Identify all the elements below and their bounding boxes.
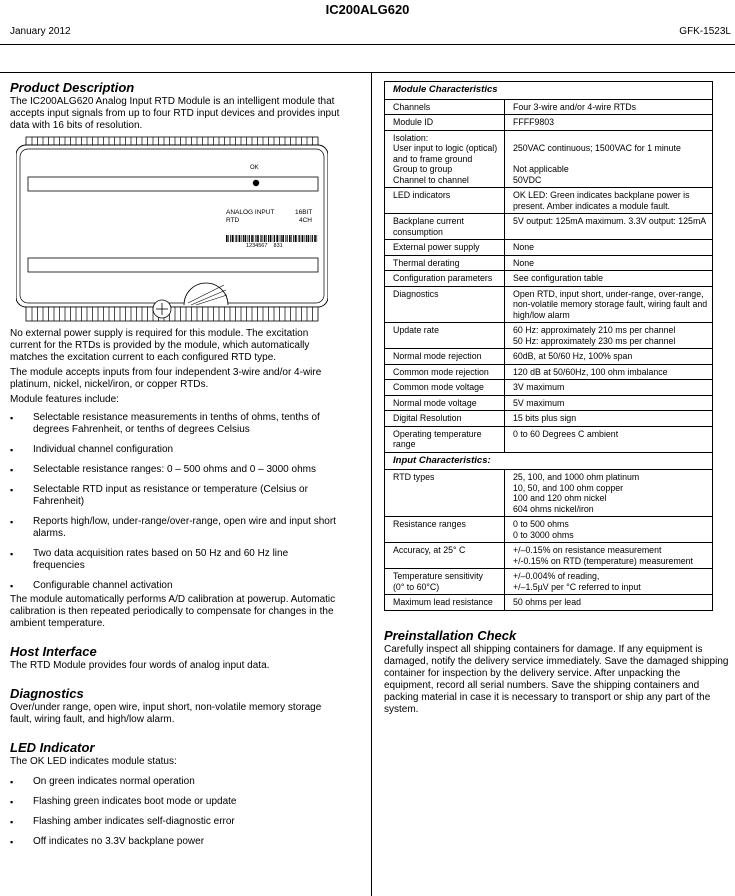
list-item: ▪ Flashing amber indicates self-diagnostic error [10, 816, 340, 828]
table-cell-value: OK LED: Green indicates backplane power is present. Amber indicates a module fault. [505, 188, 713, 214]
column-divider [371, 72, 372, 896]
table-cell-key: Temperature sensitivity (0° to 60°C) [385, 569, 505, 595]
table-cell-value: 0 to 60 Degrees C ambient [505, 426, 713, 452]
led-indicator-heading: LED Indicator [10, 740, 95, 755]
table-row [385, 595, 713, 611]
table-row [385, 82, 713, 100]
table-cell-key: Digital Resolution [385, 411, 505, 427]
left-column [10, 80, 340, 856]
table-row [385, 470, 713, 517]
table-cell-key: LED indicators [385, 188, 505, 214]
table-row [385, 188, 713, 214]
table-cell-key: Resistance ranges [385, 517, 505, 543]
table-row [385, 323, 713, 349]
table-cell-value: None [505, 240, 713, 256]
document-number: GFK-1523L [679, 26, 731, 37]
calibration-text: The module automatically performs A/D calibration at powerup. Automatic calibration is then repeated periodically to compensate for changes in the ambient temperature. [10, 594, 336, 629]
module-label-line2-left: RTD [226, 217, 240, 224]
characteristics-table [384, 81, 713, 611]
diagnostics-text: Over/under range, open wire, input short, non-volatile memory storage fault, wiring fault, and high/low alarm. [10, 702, 322, 725]
table-cell-key: Update rate [385, 323, 505, 349]
table-cell-key: Channels [385, 99, 505, 115]
product-description-heading: Product Description [10, 80, 135, 95]
table-cell-value: 5V output: 125mA maximum. 3.3V output: 125mA [505, 214, 713, 240]
table-cell-key: Module ID [385, 115, 505, 131]
table-row [385, 364, 713, 380]
table-row [385, 452, 713, 470]
table-cell-key: Operating temperature range [385, 426, 505, 452]
table-cell-value: 15 bits plus sign [505, 411, 713, 427]
table-cell-value: Four 3-wire and/or 4-wire RTDs [505, 99, 713, 115]
table-row [385, 426, 713, 452]
list-item: ▪ Selectable RTD input as resistance or temperature (Celsius or Fahrenheit) [10, 484, 340, 508]
table-cell-key: Common mode rejection [385, 364, 505, 380]
table-cell-key: Normal mode rejection [385, 349, 505, 365]
table-cell-value: 0 to 500 ohms 0 to 3000 ohms [505, 517, 713, 543]
table-cell-key: Diagnostics [385, 286, 505, 323]
preinstallation-heading: Preinstallation Check [384, 627, 517, 643]
list-item: ▪ Selectable resistance ranges: 0 – 500 ohms and 0 – 3000 ohms [10, 464, 340, 476]
table-row [385, 380, 713, 396]
right-column [384, 81, 729, 716]
table-cell-key: Accuracy, at 25° C [385, 543, 505, 569]
features-intro: Module features include: [10, 394, 119, 405]
table-row [385, 349, 713, 365]
table-cell-key: Common mode voltage [385, 380, 505, 396]
features-list [10, 412, 340, 592]
list-item: ▪ On green indicates normal operation [10, 776, 340, 788]
table-cell-value: 5V maximum [505, 395, 713, 411]
table-cell-key: RTD types [385, 470, 505, 517]
preinstallation-text: Carefully inspect all shipping containers for damage. If any equipment is damaged, notify the delivery service immediately. Save the damaged shipping container for inspection by the delivery service. After unpacking the equipment, record all serial numbers. Save the shipping containers and packing material in case it is necessary to transport or ship any part of the system. [384, 643, 729, 715]
table-cell-value: 60dB, at 50/60 Hz, 100% span [505, 349, 713, 365]
table-row [385, 214, 713, 240]
table-row [385, 130, 713, 188]
table-cell-value: 50 ohms per lead [505, 595, 713, 611]
table-cell-key: External power supply [385, 240, 505, 256]
list-item: ▪ Flashing green indicates boot mode or update [10, 796, 340, 808]
input-characteristics-heading: Input Characteristics: [385, 452, 713, 470]
module-characteristics-heading: Module Characteristics [385, 82, 713, 100]
table-row [385, 395, 713, 411]
table-cell-value: 25, 100, and 1000 ohm platinum 10, 50, and 100 ohm copper 100 and 120 ohm nickel 604 ohms nickel/iron [505, 470, 713, 517]
table-cell-key: Maximum lead resistance [385, 595, 505, 611]
table-cell-value: Open RTD, input short, under-range, over-range, non-volatile memory storage fault, wiring fault and high/low alarm [505, 286, 713, 323]
table-cell-value: 120 dB at 50/60Hz, 100 ohm imbalance [505, 364, 713, 380]
table-cell-value: 250VAC continuous; 1500VAC for 1 minute Not applicable 50VDC [505, 130, 713, 188]
led-status-list [10, 776, 340, 848]
table-row [385, 517, 713, 543]
table-cell-key: Normal mode voltage [385, 395, 505, 411]
module-illustration [16, 135, 328, 323]
host-interface-heading: Host Interface [10, 644, 97, 659]
table-cell-value: 3V maximum [505, 380, 713, 396]
document-date: January 2012 [10, 26, 71, 37]
table-row [385, 255, 713, 271]
table-cell-value: +/–0.15% on resistance measurement +/-0.15% on RTD (temperature) measurement [505, 543, 713, 569]
table-row [385, 115, 713, 131]
module-serial: 1234567 831 [246, 243, 283, 249]
list-item: ▪ Reports high/low, under-range/over-range, open wire and input short alarms. [10, 516, 340, 540]
list-item: ▪ Two data acquisition rates based on 50 Hz and 60 Hz line frequencies [10, 548, 340, 572]
table-cell-value: None [505, 255, 713, 271]
table-cell-key: Configuration parameters [385, 271, 505, 287]
table-row [385, 569, 713, 595]
host-interface-text: The RTD Module provides four words of analog input data. [10, 660, 270, 671]
led-indicator-intro: The OK LED indicates module status: [10, 756, 177, 767]
header-rule [0, 44, 735, 45]
list-item: ▪ Individual channel configuration [10, 444, 340, 456]
list-item: ▪ Selectable resistance measurements in tenths of ohms, tenths of degrees Fahrenheit, or tenths of degrees Celsius [10, 412, 340, 436]
module-ok-label: OK [250, 165, 259, 171]
module-drawing [16, 135, 328, 323]
document-title: IC200ALG620 [325, 2, 410, 17]
table-cell-key: Isolation: User input to logic (optical) and to frame ground Group to group Channel to channel [385, 130, 505, 188]
inputs-text: The module accepts inputs from four independent 3-wire and/or 4-wire platinum, nickel, nickel/iron, or copper RTDs. [10, 367, 322, 390]
table-row [385, 411, 713, 427]
table-row [385, 240, 713, 256]
table-cell-key: Backplane current consumption [385, 214, 505, 240]
table-cell-value: See configuration table [505, 271, 713, 287]
table-row [385, 286, 713, 323]
table-cell-value: 60 Hz: approximately 210 ms per channel 50 Hz: approximately 230 ms per channel [505, 323, 713, 349]
product-description-intro: The IC200ALG620 Analog Input RTD Module is an intelligent module that accepts input signals from up to four RTD input devices and provides input data with 16 bits of resolution. [10, 96, 340, 131]
table-row [385, 99, 713, 115]
power-text: No external power supply is required for this module. The excitation current for the RTDs is provided by the module, which automatically matches the excitation current to each configured RTD type. [10, 328, 310, 363]
table-cell-key: Thermal derating [385, 255, 505, 271]
list-item: ▪ Configurable channel activation [10, 580, 340, 592]
table-row [385, 543, 713, 569]
table-row [385, 271, 713, 287]
list-item: ▪ Off indicates no 3.3V backplane power [10, 836, 340, 848]
module-label-line1-left: ANALOG INPUT [226, 209, 275, 216]
table-cell-value: +/–0.004% of reading, +/–1.5µV per °C referred to input [505, 569, 713, 595]
module-label-line1-right: 16BIT [295, 209, 313, 216]
module-label-line2-right: 4CH [299, 217, 313, 224]
diagnostics-heading: Diagnostics [10, 686, 84, 701]
table-cell-value: FFFF9803 [505, 115, 713, 131]
